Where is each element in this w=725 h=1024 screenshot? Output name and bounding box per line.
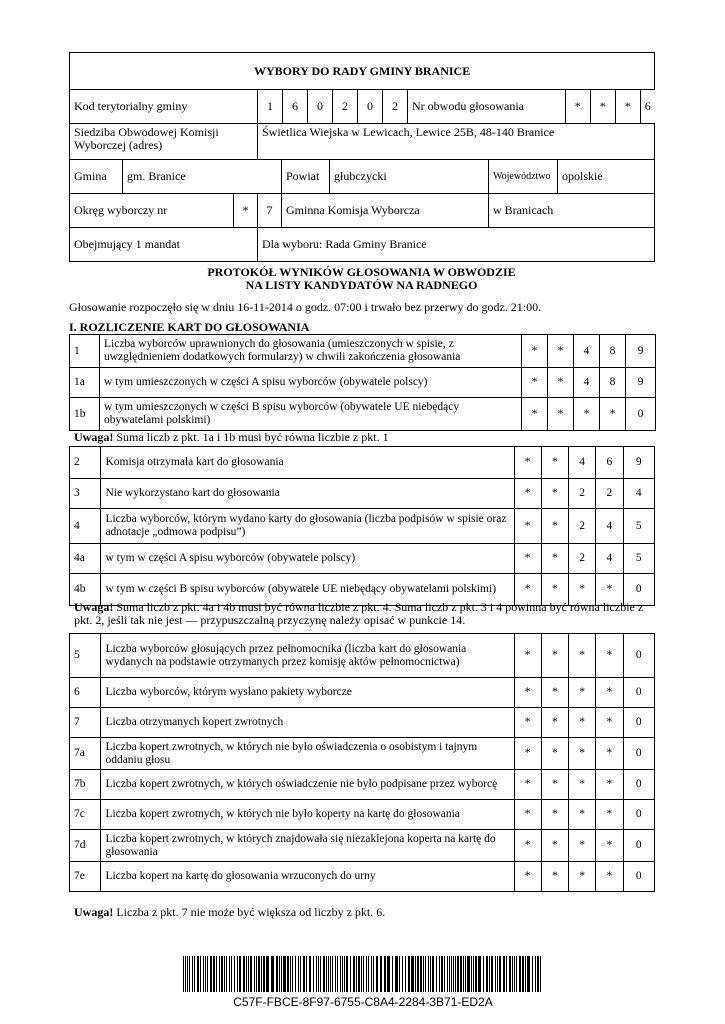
digit-cell: 4: [623, 479, 655, 509]
row-number: 4a: [70, 544, 101, 574]
district-digit: *: [615, 90, 640, 123]
row-number: 1b: [70, 398, 100, 431]
teryt-row: [258, 90, 655, 123]
digit-cell: 9: [626, 335, 656, 368]
note-3: Uwaga! Liczba z pkt. 7 nie może być większa od liczby z pkt. 6.: [74, 905, 386, 919]
digit-cell: *: [514, 574, 541, 606]
commission-label: Gminna Komisja Wyborcza: [282, 194, 489, 228]
digit-cell: *: [514, 862, 541, 892]
digit-cell: *: [514, 634, 541, 678]
seat-value: Świetlica Wiejska w Lewicach, Lewice 25B, 48-140 Branice: [258, 124, 655, 160]
row-number: 7a: [70, 738, 101, 770]
voting-start-text: Głosowanie rozpoczęło się w dniu 16-11-2014 o godz. 07:00 i trwało bez przerwy do godz. 21:00.: [69, 300, 542, 314]
barcode-image: [183, 956, 543, 992]
digit-cell: 4: [569, 447, 596, 479]
teryt-digit: 6: [283, 90, 308, 123]
digit-cell: *: [569, 738, 596, 770]
digit-cell: *: [514, 678, 541, 708]
digit-cell: 8: [600, 368, 626, 398]
row-description: Liczba kopert na kartę do głosowania wrzuconych do urny: [101, 862, 514, 892]
digit-cell: 5: [623, 509, 655, 544]
digit-cell: *: [596, 800, 623, 830]
table-row: [70, 862, 655, 892]
digit-cell: 2: [569, 544, 596, 574]
digit-cell: *: [514, 738, 541, 770]
seat-label: Siedziba Obwodowej Komisji Wyborczej (adres): [70, 124, 258, 160]
digit-cell: 0: [626, 398, 656, 431]
protocol-title-line2: NA LISTY KANDYDATÓW NA RADNEGO: [245, 278, 478, 292]
digit-cell: *: [548, 398, 574, 431]
row-description: w tym w części A spisu wyborców (obywatele polscy): [101, 544, 514, 574]
row-number: 1a: [70, 368, 100, 398]
powiat-value: głubczycki: [330, 160, 489, 194]
protocol-title: [69, 266, 654, 292]
digit-cell: *: [569, 800, 596, 830]
digit-cell: 0: [623, 770, 655, 800]
gmina-label: Gmina: [70, 160, 123, 194]
row-description: Komisja otrzymała kart do głosowania: [101, 447, 514, 479]
digit-cell: *: [541, 447, 568, 479]
note-2: Uwaga! Suma liczb z pkt. 4a i 4b musi być równa liczbie z pkt. 4. Suma liczb z pkt. 3 i 4 powinna być równa liczbie z pkt. 2, jeśli tak nie jest — przypuszczalną przyczynę należy opisać w punkcie 14.: [74, 600, 644, 627]
digit-cell: *: [514, 708, 541, 738]
digit-cell: 0: [623, 708, 655, 738]
digit-cell: 4: [574, 368, 600, 398]
digit-cell: *: [596, 862, 623, 892]
row-description: Liczba wyborców głosujących przez pełnomocnika (liczba kart do głosowania wydanych na podstawie otrzymanych przez komisję aktów pełnomocnictwa): [101, 634, 514, 678]
row-number: 4b: [70, 574, 101, 606]
digit-cell: *: [569, 574, 596, 606]
digit-cell: 0: [623, 678, 655, 708]
okreg-label: Okręg wyborczy nr: [70, 194, 234, 228]
district-digit: *: [590, 90, 615, 123]
commission-value: w Branicach: [489, 194, 655, 228]
digit-cell: *: [596, 830, 623, 862]
table-row: [70, 447, 655, 479]
digit-cell: 0: [623, 830, 655, 862]
table-row: [70, 368, 656, 398]
digit-cell: *: [541, 509, 568, 544]
digit-cell: 4: [574, 335, 600, 368]
table-row: [70, 678, 655, 708]
digit-cell: 4: [596, 509, 623, 544]
row-description: w tym w części B spisu wyborców (obywatele UE niebędący obywatelami polskimi): [101, 574, 514, 606]
row-description: Liczba kopert zwrotnych, w których znajdowała się niezaklejona koperta na kartę do głosowania: [101, 830, 514, 862]
digit-cell: *: [522, 368, 548, 398]
row-number: 7c: [70, 800, 101, 830]
row-number: 3: [70, 479, 101, 509]
digit-cell: *: [514, 830, 541, 862]
digit-cell: 5: [623, 544, 655, 574]
digit-cell: 0: [623, 862, 655, 892]
digit-cell: *: [541, 830, 568, 862]
digit-cell: *: [548, 335, 574, 368]
row-description: Liczba otrzymanych kopert zwrotnych: [101, 708, 514, 738]
digit-cell: *: [541, 634, 568, 678]
digit-cell: 2: [596, 479, 623, 509]
digit-cell: *: [596, 634, 623, 678]
digit-cell: 9: [626, 368, 656, 398]
row-description: w tym umieszczonych w części B spisu wyborców (obywatele UE niebędący obywatelami polskimi): [100, 398, 522, 431]
protocol-title-line1: PROTOKÓŁ WYNIKÓW GŁOSOWANIA W OBWODZIE: [207, 265, 516, 279]
table-row: [70, 830, 655, 862]
digit-cell: *: [596, 738, 623, 770]
table-row: [70, 800, 655, 830]
district-digit: 6: [640, 90, 655, 123]
teryt-digit: 2: [333, 90, 358, 123]
teryt-digit: 0: [358, 90, 383, 123]
digit-cell: *: [541, 800, 568, 830]
header-table: [69, 52, 655, 262]
digit-cell: *: [541, 708, 568, 738]
gmina-value: gm. Branice: [123, 160, 282, 194]
digit-cell: *: [569, 830, 596, 862]
row-number: 5: [70, 634, 101, 678]
digit-cell: 2: [569, 479, 596, 509]
digit-cell: 6: [596, 447, 623, 479]
digit-cell: *: [596, 770, 623, 800]
digit-cell: *: [522, 398, 548, 431]
digit-cell: *: [596, 708, 623, 738]
digit-cell: *: [596, 678, 623, 708]
digit-cell: 4: [596, 544, 623, 574]
district-label: Nr obwodu głosowania: [408, 90, 566, 123]
row-description: Liczba wyborców uprawnionych do głosowania (umieszczonych w spisie, z uwzględnieniem dodatkowych formularzy) w chwili zakończenia głosowania: [100, 335, 522, 368]
digit-cell: *: [514, 770, 541, 800]
digit-cell: *: [600, 398, 626, 431]
digit-cell: 8: [600, 335, 626, 368]
table-row: [70, 509, 655, 544]
ballot-table-group2: [69, 446, 655, 606]
digit-cell: *: [541, 770, 568, 800]
digit-cell: *: [541, 862, 568, 892]
row-number: 1: [70, 335, 100, 368]
row-number: 6: [70, 678, 101, 708]
digit-cell: 2: [569, 509, 596, 544]
digit-cell: *: [541, 574, 568, 606]
teryt-digit: 1: [258, 90, 283, 123]
row-description: Liczba kopert zwrotnych, w których oświadczenie nie było podpisane przez wyborcę: [101, 770, 514, 800]
table-row: [70, 544, 655, 574]
row-description: Liczba kopert zwrotnych, w których nie było koperty na kartę do głosowania: [101, 800, 514, 830]
election-info: Dla wyboru: Rada Gminy Branice: [258, 228, 655, 262]
okreg-digit: 7: [258, 194, 282, 228]
digit-cell: *: [569, 862, 596, 892]
district-digit: *: [565, 90, 590, 123]
teryt-label: Kod terytorialny gminy: [70, 90, 258, 124]
teryt-digit: 0: [308, 90, 333, 123]
table-row: [70, 708, 655, 738]
table-row: [70, 335, 656, 368]
row-description: w tym umieszczonych w części A spisu wyborców (obywatele polscy): [100, 368, 522, 398]
row-number: 4: [70, 509, 101, 544]
row-number: 7d: [70, 830, 101, 862]
digit-cell: *: [569, 708, 596, 738]
digit-cell: *: [541, 479, 568, 509]
row-number: 7e: [70, 862, 101, 892]
digit-cell: *: [522, 335, 548, 368]
row-description: Nie wykorzystano kart do głosowania: [101, 479, 514, 509]
digit-cell: *: [569, 770, 596, 800]
digit-cell: 0: [623, 574, 655, 606]
digit-cell: 0: [623, 634, 655, 678]
section-heading: I. ROZLICZENIE KART DO GŁOSOWANIA: [69, 320, 310, 334]
digit-cell: 0: [623, 800, 655, 830]
row-number: 7b: [70, 770, 101, 800]
okreg-digit: *: [234, 194, 258, 228]
digit-cell: 0: [623, 738, 655, 770]
digit-cell: *: [541, 544, 568, 574]
digit-cell: *: [514, 509, 541, 544]
digit-cell: *: [569, 634, 596, 678]
digit-cell: *: [596, 574, 623, 606]
table-row: [70, 770, 655, 800]
teryt-digit: 2: [383, 90, 408, 123]
digit-cell: *: [514, 447, 541, 479]
barcode-code: C57F-FBCE-8F97-6755-C8A4-2284-3B71-ED2A: [233, 995, 493, 1009]
ballot-table-group3: [69, 633, 655, 892]
digit-cell: *: [514, 800, 541, 830]
table-row: [70, 634, 655, 678]
woj-value: opolskie: [558, 160, 655, 194]
row-description: Liczba kopert zwrotnych, w których nie było oświadczenia o osobistym i tajnym oddaniu głosu: [101, 738, 514, 770]
woj-label: Województwo: [489, 160, 558, 194]
ballot-table-group1: [69, 334, 656, 431]
digit-cell: *: [541, 738, 568, 770]
table-row: [70, 479, 655, 509]
election-title: WYBORY DO RADY GMINY BRANICE: [70, 53, 655, 90]
table-row: [70, 738, 655, 770]
powiat-label: Powiat: [282, 160, 330, 194]
digit-cell: *: [569, 678, 596, 708]
digit-cell: *: [574, 398, 600, 431]
table-row: [70, 398, 656, 431]
digit-cell: 9: [623, 447, 655, 479]
digit-cell: *: [541, 678, 568, 708]
row-description: Liczba wyborców, którym wysłano pakiety wyborcze: [101, 678, 514, 708]
row-description: Liczba wyborców, którym wydano karty do głosowania (liczba podpisów w spisie oraz adnotacje „odmowa podpisu”): [101, 509, 514, 544]
digit-cell: *: [514, 479, 541, 509]
digit-cell: *: [548, 368, 574, 398]
note-1: Uwaga! Suma liczb z pkt. 1a i 1b musi być równa liczbie z pkt. 1: [74, 430, 389, 444]
row-number: 7: [70, 708, 101, 738]
row-number: 2: [70, 447, 101, 479]
mandate-info: Obejmujący 1 mandat: [70, 228, 258, 262]
digit-cell: *: [514, 544, 541, 574]
